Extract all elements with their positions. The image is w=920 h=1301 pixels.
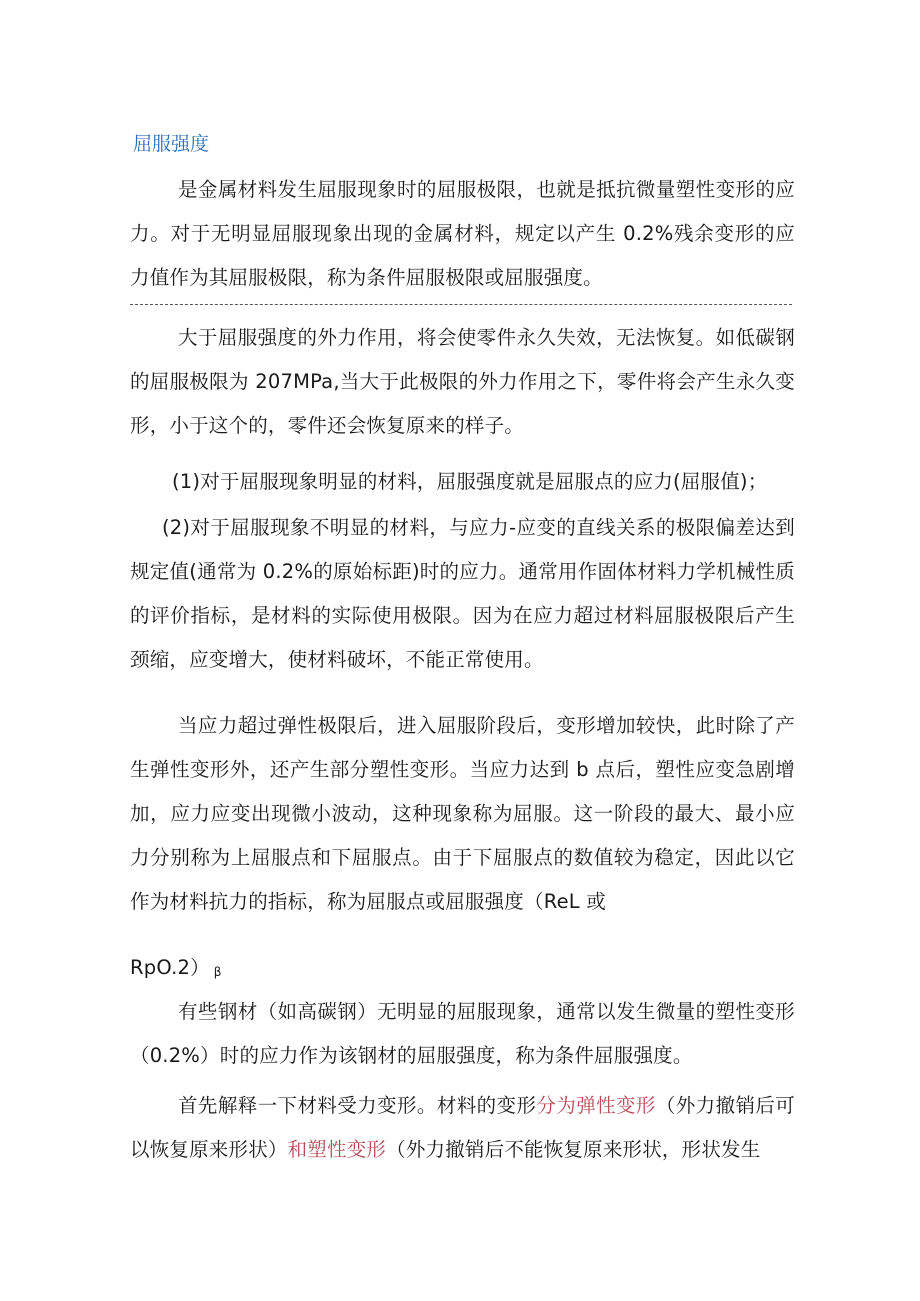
paragraph-point-1: (1)对于屈服现象明显的材料，屈服强度就是屈服点的应力(屈服值)；	[172, 470, 768, 493]
deformation-text-a: 首先解释一下材料受力变形。材料的变形	[178, 1094, 537, 1117]
paragraph-yield-stage: 当应力超过弹性极限后，进入屈服阶段后，变形增加较快，此时除了产生弹性变形外，还产生部分塑性变形。当应力达到 b 点后，塑性应变急剧增加，应力应变出现微小波动，这种现象称为屈服。这一阶段的最大、最小应力分别称为上屈服点和下屈服点。由于下屈服点的数值较为稳定，因此以它作为材料抗力的指标，称为屈服点或屈服强度（ReL 或	[130, 714, 795, 913]
section-heading: 屈服强度	[133, 133, 210, 155]
paragraph-deformation	[130, 1084, 795, 1172]
deformation-text-b: （外力撤销后可以恢复原来形状）	[130, 1094, 796, 1161]
rp-symbol-text: RpO.2）	[130, 956, 210, 979]
paragraph-failure: 大于屈服强度的外力作用，将会使零件永久失效，无法恢复。如低碳钢的屈服极限为 207MPa,当大于此极限的外力作用之下，零件将会产生永久变形，小于这个的，零件还会恢复原来的样子。	[130, 326, 795, 437]
plastic-deformation-link[interactable]: 和塑性变形	[287, 1138, 387, 1161]
elastic-deformation-link[interactable]: 分为弹性变形	[536, 1094, 656, 1117]
paragraph-definition: 是金属材料发生屈服现象时的屈服极限，也就是抵抗微量塑性变形的应力。对于无明显屈服现象出现的金属材料，规定以产生 0.2%残余变形的应力值作为其屈服极限，称为条件屈服极限或屈服强度。	[130, 178, 795, 289]
paragraph-high-carbon-steel: 有些钢材（如高碳钢）无明显的屈服现象，通常以发生微量的塑性变形（0.2%）时的应力作为该钢材的屈服强度，称为条件屈服强度。	[130, 1000, 795, 1067]
paragraph-rp-symbol	[130, 946, 795, 994]
paragraph-point-2: (2)对于屈服现象不明显的材料，与应力-应变的直线关系的极限偏差达到规定值(通常为 0.2%的原始标距)时的应力。通常用作固体材料力学机械性质的评价指标，是材料的实际使用极限。因为在应力超过材料屈服极限后产生颈缩，应变增大，使材料破坏，不能正常使用。	[130, 516, 795, 671]
dashed-divider	[130, 304, 792, 305]
deformation-text-c: （外力撤销后不能恢复原来形状，形状发生	[386, 1138, 761, 1161]
rp-symbol-subscript: β	[213, 965, 222, 979]
